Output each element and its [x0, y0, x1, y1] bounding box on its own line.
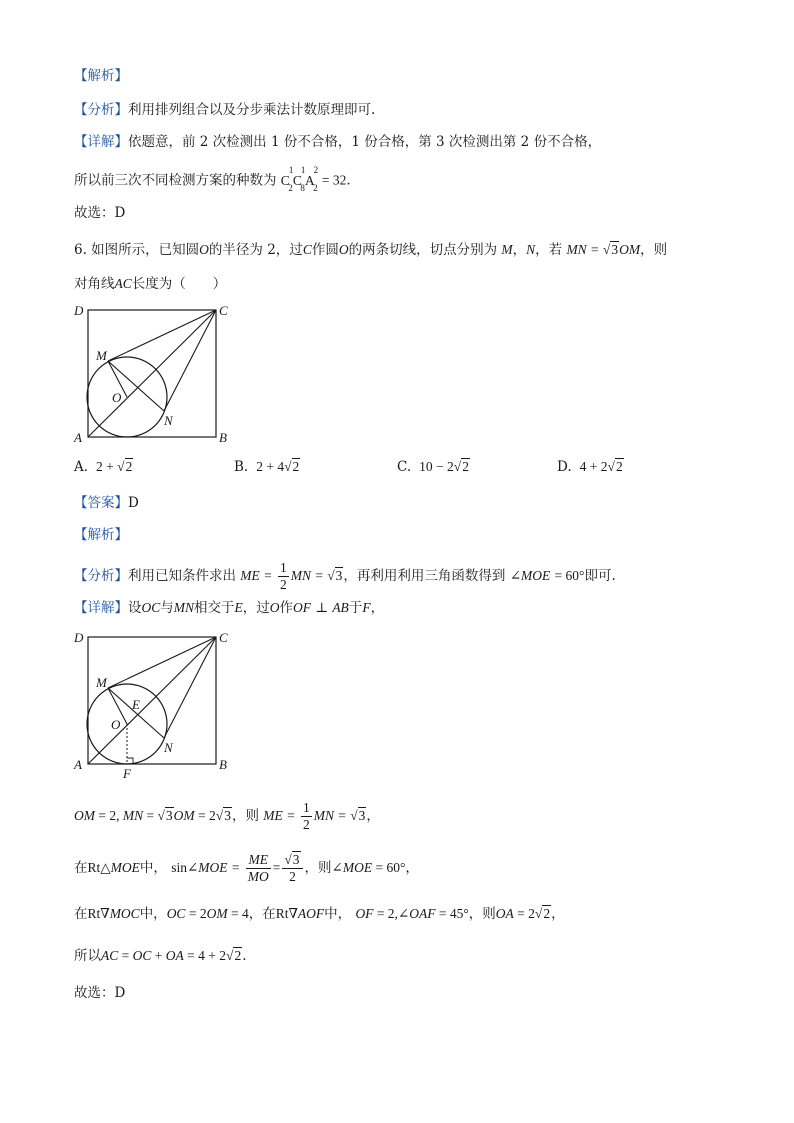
- tangent-cn: [164, 310, 216, 411]
- label-A-2: A: [74, 757, 82, 772]
- diagonal-ac: [88, 310, 216, 437]
- answer-line: 【答案】D: [74, 495, 139, 511]
- label-F: F: [123, 766, 131, 781]
- label-B: B: [219, 430, 227, 445]
- label-N-2: N: [164, 740, 173, 755]
- derivation-line-3: 在Rt∇MOC中，OC = 2OM = 4，在Rt∇AOF中， OF = 2,∠OAF = 45°，则OA = 2√2，: [74, 906, 565, 922]
- xiangjie-line-2: 【详解】设OC与MN相交于E，过O作OF ⊥ AB于F，: [74, 600, 385, 616]
- guxuan-2: 故选：D: [74, 985, 126, 1001]
- label-D: D: [74, 303, 84, 318]
- option-A: A. 2 + √2: [74, 459, 133, 475]
- combination-expression: $C^1_2C^1_8A^2_2$: [280, 165, 319, 194]
- tangent-cn-2: [164, 637, 216, 738]
- guxuan-1: 故选：D: [74, 205, 126, 221]
- option-D: D. 4 + 2√2: [557, 459, 623, 475]
- option-C: C. 10 − 2√2: [397, 459, 469, 475]
- result-line-1: 所以前三次不同检测方案的种数为 $C^1_2C^1_8A^2_2 = 32$.: [74, 165, 351, 194]
- label-O: O: [112, 390, 122, 405]
- derivation-line-1: OM = 2, MN = √3OM = 2√3，则 ME = $\frac{1}{2}$ MN = √3，: [74, 800, 380, 832]
- tangent-cm-2: [108, 637, 216, 688]
- tangent-cm: [108, 310, 216, 361]
- question-6-stem-line1: 6. 如图所示，已知圆O的半径为 2，过C作圆O的两条切线，切点分别为 M，N，若 MN = √3OM，则: [74, 242, 668, 258]
- label-N: N: [164, 413, 173, 428]
- label-C: C: [219, 303, 228, 318]
- diagonal-ac-2: [88, 637, 216, 764]
- question-6-stem-line2: 对角线AC长度为（ ）: [74, 276, 227, 292]
- label-M-2: M: [96, 675, 107, 690]
- figure-2: [70, 625, 240, 785]
- figure-1: [70, 298, 240, 448]
- derivation-line-4: 所以AC = OC + OA = 4 + 2√2.: [74, 948, 247, 964]
- jiexi-heading-2: 【解析】: [74, 527, 128, 543]
- jiexi-heading-1: 【解析】: [74, 68, 128, 84]
- label-C-2: C: [219, 630, 228, 645]
- option-B: B. 2 + 4√2: [234, 459, 300, 475]
- label-D-2: D: [74, 630, 84, 645]
- xiangjie-line-1: 【详解】依题意，前 2 次检测出 1 份不合格，1 份合格，第 3 次检测出第 2 份不合格，: [74, 134, 602, 150]
- derivation-line-2: 在Rt△MOE中， sin∠MOE = $\frac{ME}{MO}$ = $\frac{√3}{2}$ ，则∠MOE = 60°，: [74, 852, 419, 884]
- label-M: M: [96, 348, 107, 363]
- label-E: E: [132, 697, 140, 712]
- fenxi-line-2: 【分析】利用已知条件求出 ME = $\frac{1}{2}$ MN = √3，再利用利用三角函数得到 ∠MOE = 60°即可.: [74, 560, 616, 592]
- label-A: A: [74, 430, 82, 445]
- label-B-2: B: [219, 757, 227, 772]
- label-O-2: O: [111, 717, 121, 732]
- fenxi-line-1: 【分析】利用排列组合以及分步乘法计数原理即可.: [74, 102, 376, 118]
